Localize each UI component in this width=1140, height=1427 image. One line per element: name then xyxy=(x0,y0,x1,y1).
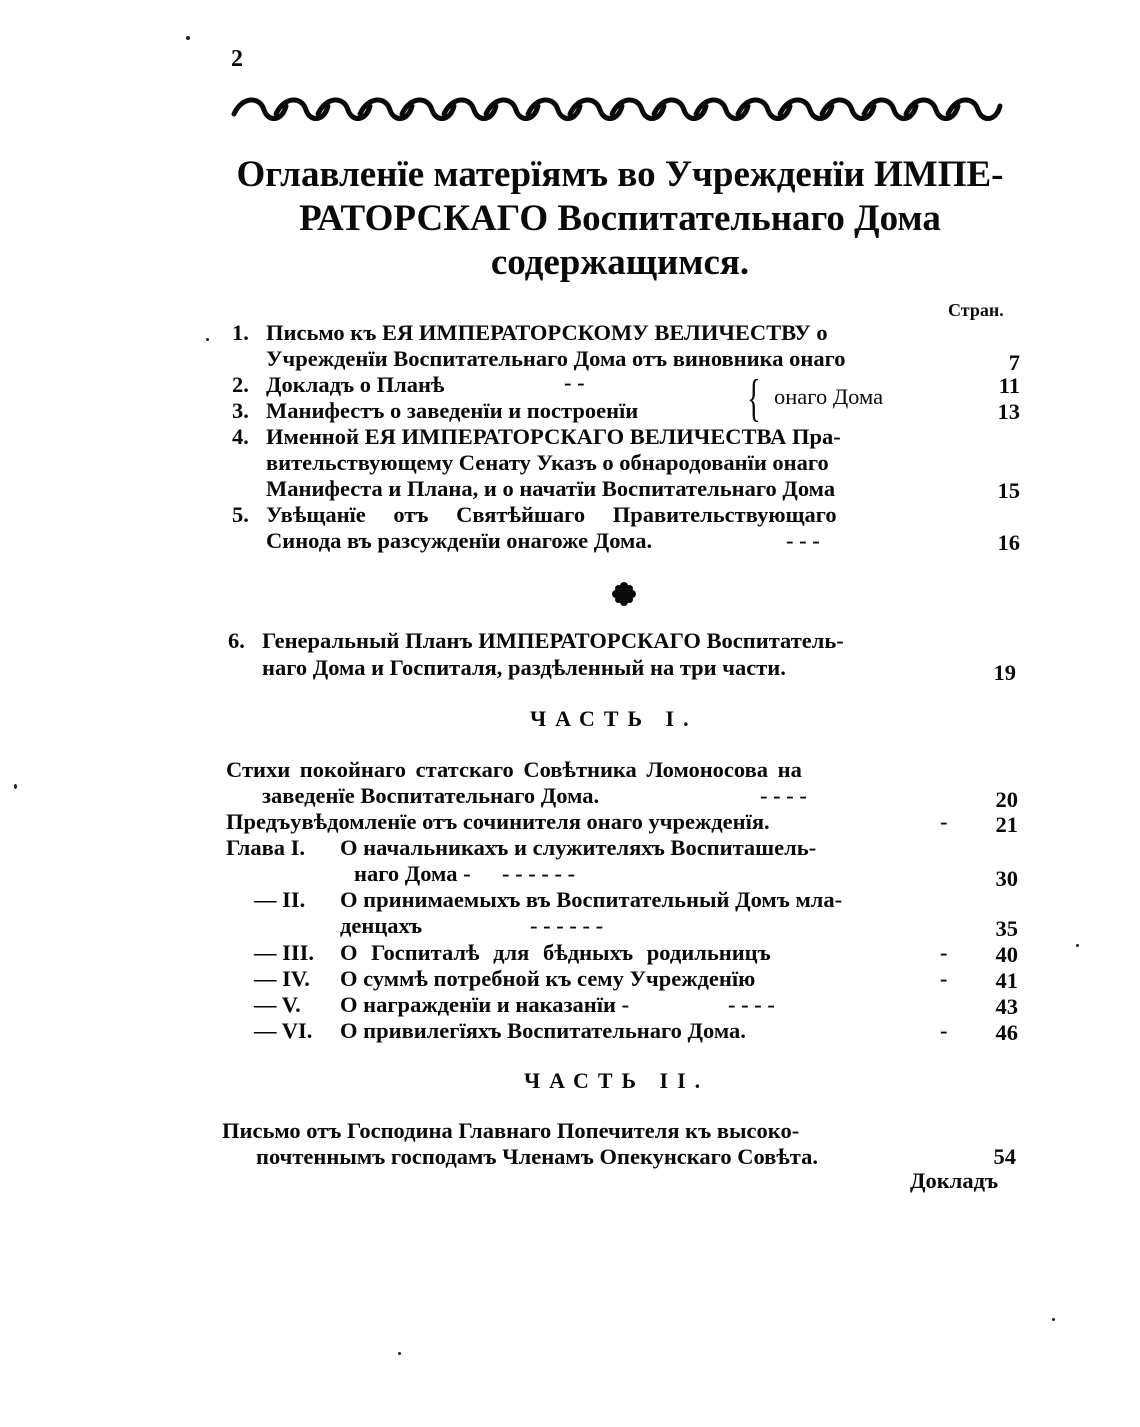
flower-ornament-icon xyxy=(612,582,636,606)
catchword: Докладъ xyxy=(910,1168,999,1193)
letter-page: 54 xyxy=(993,1144,1016,1169)
chapter-3-text: О Госпиталѣ для бѣдныхъ родильницъ xyxy=(340,940,771,965)
entry-5-marker: 5. xyxy=(232,502,249,527)
entry-1-line-2: Учрежденїи Воспитательнаго Дома отъ виновника онаго xyxy=(266,346,846,371)
chapter-5-text: О награжденїи и наказанїи - xyxy=(340,992,630,1017)
chapter-2-label: — II. xyxy=(254,887,306,912)
chapter-6-label: — VI. xyxy=(254,1018,313,1043)
entry-6-marker: 6. xyxy=(228,628,245,653)
chapter-4-text: О суммѣ потребной къ сему Учрежденїю xyxy=(340,966,756,991)
part-2-heading: ЧАСТЬ II. xyxy=(524,1068,710,1093)
entry-2-page: 11 xyxy=(998,373,1020,398)
chapter-2-line-2: денцахъ xyxy=(340,913,423,938)
entry-3-marker: 3. xyxy=(232,398,249,423)
verses-line-2: заведенїе Воспитательнаго Дома. xyxy=(262,783,600,808)
entry-1-marker: 1. xyxy=(232,320,249,345)
preface-leader: - xyxy=(940,809,948,834)
letter-line-1: Письмо отъ Господина Главнаго Попечителя къ высоко- xyxy=(222,1118,800,1143)
chapter-1-label: Глава I. xyxy=(226,835,306,860)
chapter-3-leader: - xyxy=(940,940,948,965)
scan-speck xyxy=(398,1352,401,1355)
chapter-2-leader: - - - - - - xyxy=(530,913,604,938)
chapter-5-leader: - - - - xyxy=(728,992,775,1017)
entry-2-marker: 2. xyxy=(232,372,249,397)
chapter-4-page: 41 xyxy=(995,968,1018,993)
letter-line-2: почтеннымъ господамъ Членамъ Опекунскаго Совѣта. xyxy=(256,1144,818,1169)
entry-5-line-1: Увѣщанїе отъ Святѣйшаго Правительствующаго xyxy=(266,502,837,527)
entry-4-marker: 4. xyxy=(232,424,249,449)
entry-4-page: 15 xyxy=(997,478,1020,503)
preface-page: 21 xyxy=(995,812,1018,837)
scan-speck xyxy=(14,784,17,789)
part-1-heading: ЧАСТЬ I. xyxy=(530,706,698,731)
chapter-2-page: 35 xyxy=(995,916,1018,941)
brace-mark: { xyxy=(747,370,761,427)
verses-page: 20 xyxy=(995,787,1018,812)
scan-speck xyxy=(186,36,190,40)
scan-speck xyxy=(1076,944,1079,947)
page-number: 2 xyxy=(231,46,243,72)
chapter-6-leader: - xyxy=(940,1018,948,1043)
entry-1-line-1: Письмо къ ЕЯ ИМПЕРАТОРСКОМУ ВЕЛИЧЕСТВУ о xyxy=(266,320,828,345)
entry-4-line-3: Манифеста и Плана, и о начатїи Воспитательнаго Дома xyxy=(266,476,836,501)
chapter-1-page: 30 xyxy=(995,866,1018,891)
entry-4-line-2: вительствующему Сенату Указъ о обнародованїи онаго xyxy=(266,450,829,475)
entry-5-line-2: Синода въ разсужденїи онагоже Дома. xyxy=(266,528,653,553)
brace-label: онаго Дома xyxy=(774,384,884,409)
page-column-label: Стран. xyxy=(948,300,1004,320)
entry-1-page: 7 xyxy=(1008,350,1020,375)
chapter-6-page: 46 xyxy=(995,1020,1018,1045)
chapter-6-text: О привилегїяхъ Воспитательнаго Дома. xyxy=(340,1018,746,1043)
chapter-4-leader: - xyxy=(940,966,948,991)
chapter-3-label: — III. xyxy=(254,940,315,965)
chapter-3-page: 40 xyxy=(995,942,1018,967)
chapter-2-line-1: О принимаемыхъ въ Воспитательный Домъ мла- xyxy=(340,887,843,912)
chapter-5-page: 43 xyxy=(995,994,1018,1019)
chapter-1-line-2: наго Дома - xyxy=(354,861,471,886)
preface-text: Предъувѣдомленїе отъ сочинителя онаго учрежденїя. xyxy=(226,809,770,834)
chapter-5-label: — V. xyxy=(254,992,301,1017)
title-line-1: Оглавленїе матерїямъ во Учрежденїи ИМПЕ- xyxy=(236,154,1004,195)
entry-5-leader: - - - xyxy=(786,528,820,553)
verses-line-1: Стихи покойнаго статскаго Совѣтника Ломоносова на xyxy=(226,757,802,782)
chapter-4-label: — IV. xyxy=(254,966,310,991)
entry-3-page: 13 xyxy=(997,399,1020,424)
entry-2-leader: - - xyxy=(564,370,585,395)
title-line-3: содержащимся. xyxy=(490,242,750,283)
scan-speck xyxy=(206,338,209,341)
entry-5-page: 16 xyxy=(997,530,1020,555)
entry-2-text: Докладъ о Планѣ xyxy=(266,372,445,397)
verses-leader: - - - - xyxy=(760,783,807,808)
entry-4-line-1: Именной ЕЯ ИМПЕРАТОРСКАГО ВЕЛИЧЕСТВА Пра- xyxy=(266,424,841,449)
entry-6-line-2: наго Дома и Госпиталя, раздѣленный на три части. xyxy=(262,655,786,680)
entry-3-text: Манифестъ о заведенїи и построенїи xyxy=(266,398,639,423)
scan-speck xyxy=(1052,1318,1055,1321)
chapter-1-line-1: О начальникахъ и служителяхъ Воспиташель- xyxy=(340,835,817,860)
title-line-2: РАТОРСКАГО Воспитательнаго Дома xyxy=(299,198,941,239)
entry-6-line-1: Генеральный Планъ ИМПЕРАТОРСКАГО Воспитатель- xyxy=(262,628,844,653)
ornamental-border xyxy=(230,92,1010,126)
chapter-1-leader: - - - - - - xyxy=(502,861,576,886)
entry-6-page: 19 xyxy=(993,660,1016,685)
